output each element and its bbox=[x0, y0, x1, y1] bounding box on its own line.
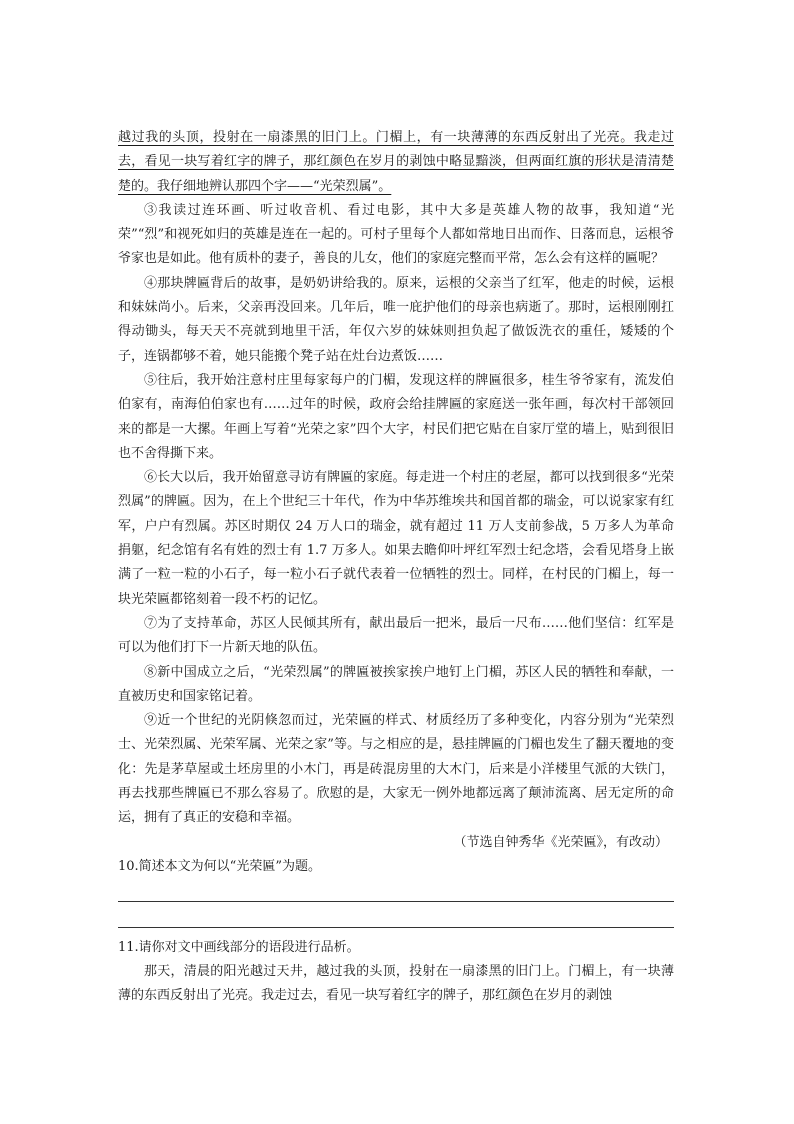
question-11: 11.请你对文中画线部分的语段进行品析。 bbox=[118, 939, 360, 955]
passage-paragraph-3: ③我读过连环画、听过收音机、看过电影，其中大多是英雄人物的故事，我知道“光荣”“烈”和视死如归的英雄是连在一起的。可村子里每个人都如常地日出而作、日落而息，运根爷爷家也是如此。他有质朴的妻子，善良的儿女，他们的家庭完整而平常，怎么会有这样的匾呢？ bbox=[118, 202, 674, 267]
passage-paragraph-4: ④那块牌匾背后的故事，是奶奶讲给我的。原来，运根的父亲当了红军，他走的时候，运根和妹妹尚小。后来，父亲再没回来。几年后，唯一庇护他们的母亲也病逝了。那时，运根刚刚扛得动锄头，每天天不亮就到地里干活，年仅六岁的妹妹则担负起了做饭洗衣的重任，矮矮的个子，连锅都够不着，她只能搬个凳子站在灶台边煮饭…… bbox=[118, 275, 674, 364]
passage-paragraph-7: ⑦为了支持革命，苏区人民倾其所有，献出最后一把米，最后一尺布……他们坚信：红军是可以为他们打下一片新天地的队伍。 bbox=[118, 615, 674, 656]
passage-paragraph-underlined bbox=[118, 126, 674, 199]
passage-paragraph-8: ⑧新中国成立之后，“光荣烈属”的牌匾被挨家挨户地钉上门楣，苏区人民的牺牲和奉献，一直被历史和国家铭记着。 bbox=[118, 664, 674, 704]
source-citation: （节选自钟秀华《光荣匾》，有改动） bbox=[453, 834, 668, 850]
question-10: 10.简述本文为何以“光荣匾”为题。 bbox=[118, 858, 321, 874]
document-page bbox=[118, 126, 674, 1008]
passage-paragraph-6: ⑥长大以后，我开始留意寻访有牌匾的家庭。每走进一个村庄的老屋，都可以找到很多“光荣烈属”的牌匾。因为，在上个世纪三十年代，作为中华苏维埃共和国首都的瑞金，可以说家家有红军，户户有烈属。苏区时期仅 24 万人口的瑞金，就有超过 11 万人支前参战，5 万多人为革命捐躯，纪念馆有名有姓的烈士有 1.7 万多人。如果去瞻仰叶坪红军烈士纪念塔，会看见塔身上嵌满了一粒一粒的小石子，每一粒小石子就代表着一位牺牲的烈士。同样，在村民的门楣上，每一块光荣匾都铭刻着一段不朽的记忆。 bbox=[118, 470, 674, 607]
passage-paragraph-9: ⑨近一个世纪的光阴倏忽而过，光荣匾的样式、材质经历了多种变化，内容分别为“光荣烈士、光荣烈属、光荣军属、光荣之家”等。与之相应的是，悬挂牌匾的门楣也发生了翻天覆地的变化：先是茅草屋或土坯房里的小木门，再是砖混房里的大木门，后来是小洋楼里气派的大铁门，再去找那些牌匾已不那么容易了。欣慰的是，大家无一例外地都远离了颠沛流离、居无定所的命运，拥有了真正的安稳和幸福。 bbox=[118, 713, 674, 826]
underlined-passage: 越过我的头顶，投射在一扇漆黑的旧门上。门楣上，有一块薄薄的东西反射出了光亮。我走过去，看见一块写着红字的牌子，那红颜色在岁月的剥蚀中略显黯淡，但两面红旗的形状是清清楚楚的。我仔细地辨认那四个字——“光荣烈属”。 bbox=[118, 130, 674, 194]
question-11-quote: 那天，清晨的阳光越过天井，越过我的头顶，投射在一扇漆黑的旧门上。门楣上，有一块薄薄的东西反射出了光亮。我走过去，看见一块写着红字的牌子，那红颜色在岁月的剥蚀 bbox=[118, 963, 674, 1003]
passage-paragraph-5: ⑤往后，我开始注意村庄里每家每户的门楣，发现这样的牌匾很多，桂生爷爷家有，流发伯伯家有，南海伯伯家也有……过年的时候，政府会给挂牌匾的家庭送一张年画，每次村干部领回来的都是一大摞。年画上写着“光荣之家”四个大字，村民们把它贴在自家厅堂的墙上，贴到很旧也不舍得撕下来。 bbox=[118, 372, 674, 461]
